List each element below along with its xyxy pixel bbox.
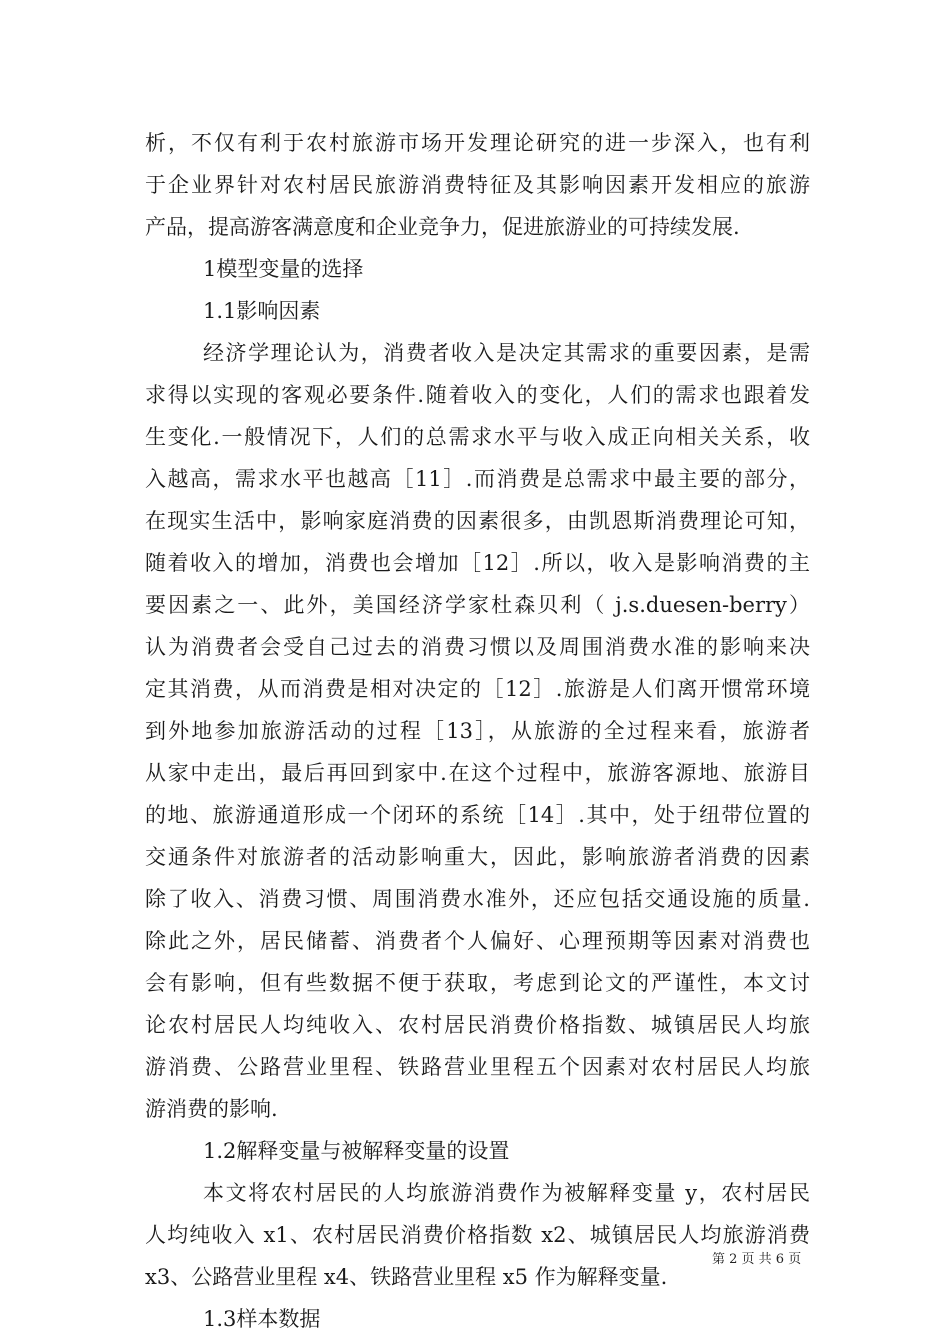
section-heading: 1模型变量的选择 <box>203 257 364 281</box>
paragraph-line: 人均纯收入 x1、农村居民消费价格指数 x2、城镇居民人均旅游消费 <box>145 1223 810 1247</box>
paragraph-line: 定其消费，从而消费是相对决定的［12］.旅游是人们离开惯常环境 <box>145 677 810 701</box>
paragraph-line: 从家中走出，最后再回到家中.在这个过程中，旅游客源地、旅游目 <box>145 761 810 785</box>
paragraph-line: 游消费的影响. <box>145 1097 278 1121</box>
paragraph-line: 于企业界针对农村居民旅游消费特征及其影响因素开发相应的旅游 <box>145 173 810 197</box>
paragraph-line: 论农村居民人均纯收入、农村居民消费价格指数、城镇居民人均旅 <box>145 1013 810 1037</box>
subsection-heading: 1.2解释变量与被解释变量的设置 <box>203 1139 510 1163</box>
paragraph-line: 本文将农村居民的人均旅游消费作为被解释变量 y，农村居民 <box>203 1181 810 1205</box>
paragraph-line: 会有影响，但有些数据不便于获取，考虑到论文的严谨性，本文讨 <box>145 971 810 995</box>
paragraph-line: 除此之外，居民储蓄、消费者个人偏好、心理预期等因素对消费也 <box>145 929 810 953</box>
paragraph-line: 认为消费者会受自己过去的消费习惯以及周围消费水准的影响来决 <box>145 635 810 659</box>
subsection-heading: 1.1影响因素 <box>203 299 321 323</box>
paragraph-line: 游消费、公路营业里程、铁路营业里程五个因素对农村居民人均旅 <box>145 1055 810 1079</box>
page-number: 第 2 页 共 6 页 <box>712 1252 802 1267</box>
paragraph-line: 产品，提高游客满意度和企业竞争力，促进旅游业的可持续发展. <box>145 215 740 239</box>
paragraph-line: 生变化.一般情况下，人们的总需求水平与收入成正向相关关系，收 <box>145 425 810 449</box>
paragraph-line: 除了收入、消费习惯、周围消费水准外，还应包括交通设施的质量. <box>145 887 810 911</box>
paragraph-line: 交通条件对旅游者的活动影响重大，因此，影响旅游者消费的因素 <box>145 845 810 869</box>
paragraph-line: 求得以实现的客观必要条件.随着收入的变化，人们的需求也跟着发 <box>145 383 810 407</box>
paragraph-line: x3、公路营业里程 x4、铁路营业里程 x5 作为解释变量. <box>145 1265 668 1289</box>
paragraph-line: 经济学理论认为，消费者收入是决定其需求的重要因素，是需 <box>203 341 810 365</box>
paragraph-line: 的地、旅游通道形成一个闭环的系统［14］.其中，处于纽带位置的 <box>145 803 810 827</box>
body-text <box>145 122 810 1340</box>
subsection-heading: 1.3样本数据 <box>203 1307 321 1331</box>
paragraph-line: 在现实生活中，影响家庭消费的因素很多，由凯恩斯消费理论可知， <box>145 509 810 533</box>
paragraph-line: 随着收入的增加，消费也会增加［12］.所以，收入是影响消费的主 <box>145 551 810 575</box>
paragraph-line: 析，不仅有利于农村旅游市场开发理论研究的进一步深入，也有利 <box>145 131 810 155</box>
paragraph-line: 入越高，需求水平也越高［11］.而消费是总需求中最主要的部分， <box>145 467 810 491</box>
paragraph-line: 要因素之一、此外，美国经济学家杜森贝利（ j.s.duesen-berry） <box>145 593 810 617</box>
paragraph-line: 到外地参加旅游活动的过程［13］，从旅游的全过程来看，旅游者 <box>145 719 810 743</box>
